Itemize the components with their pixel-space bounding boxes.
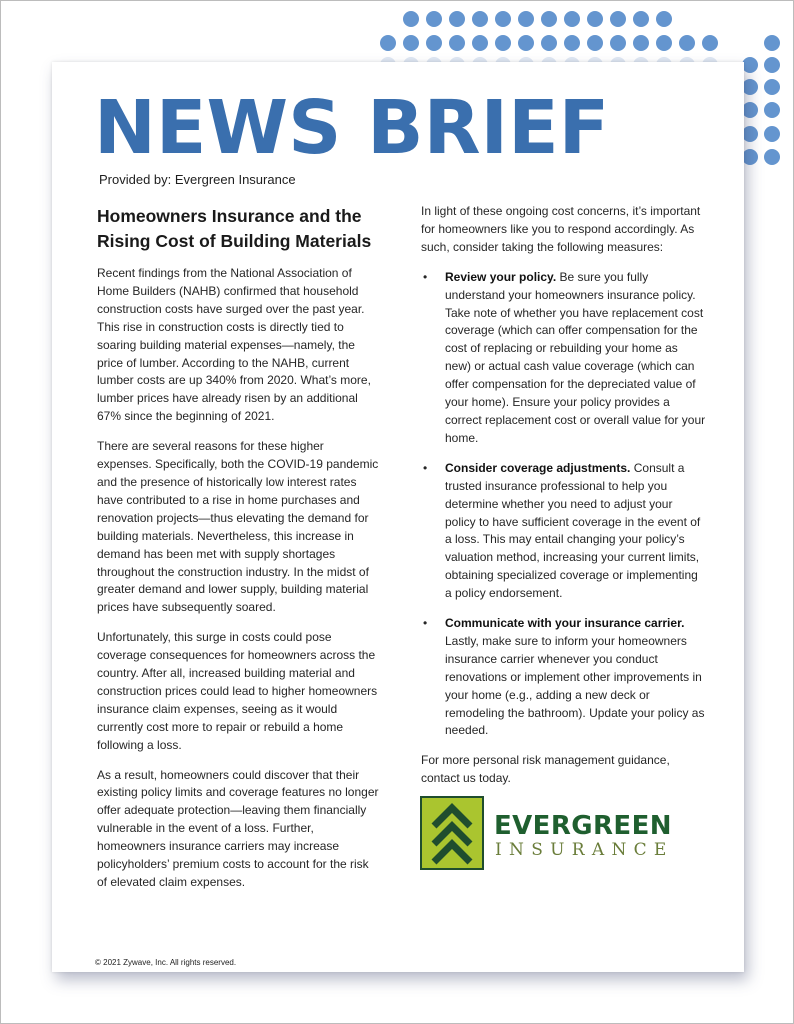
halftone-dot <box>633 35 649 51</box>
paragraph: There are several reasons for these higher expenses. Specifically, both the COVID-19 pandemic and the presence of historically low interest rates have contributed to a rise in home purchases and renovation projects—thus elevating the demand for building materials. Nevertheless, this increase in demand has been met with supply shortages throughout the construction industry. In the midst of greater demand and lower supply, building material prices have subsequently soared. <box>97 439 379 615</box>
halftone-dot <box>764 149 780 165</box>
bullet: • <box>423 616 428 631</box>
halftone-dot <box>656 35 672 51</box>
halftone-dot <box>764 126 780 142</box>
halftone-dot <box>380 35 396 51</box>
halftone-dot <box>610 11 626 27</box>
evergreen-tree-logo-icon <box>420 796 484 870</box>
measure-text: Be sure you fully understand your homeowners insurance policy. Take note of whether you have replacement cost coverage (which can offer compensation for the cost of replacing or rebuilding your home as new) or actual cash value coverage (which can offer compensation for the depreciated value of your home). Ensure your policy provides a correct replacement cost or overall value for your home. <box>445 269 706 445</box>
halftone-dot <box>702 35 718 51</box>
provided-by: Provided by: Evergreen Insurance <box>99 172 296 187</box>
halftone-dot <box>656 11 672 27</box>
halftone-dot <box>764 35 780 51</box>
halftone-dot <box>403 35 419 51</box>
right-column <box>421 203 706 800</box>
halftone-dot <box>610 35 626 51</box>
halftone-dot <box>564 11 580 27</box>
halftone-dot <box>742 102 758 118</box>
halftone-dot <box>449 11 465 27</box>
article-headline: Homeowners Insurance and the Rising Cost of Building Materials <box>97 206 372 251</box>
halftone-dot <box>742 57 758 73</box>
evergreen-logo <box>420 796 700 868</box>
halftone-dot <box>472 35 488 51</box>
halftone-dot <box>587 35 603 51</box>
measure-lead: Review your policy. <box>445 269 557 284</box>
list-item <box>421 615 706 740</box>
halftone-dot <box>495 35 511 51</box>
measures-list <box>421 269 706 741</box>
halftone-dot <box>764 79 780 95</box>
halftone-dot <box>742 79 758 95</box>
halftone-dot <box>403 11 419 27</box>
paragraph: Recent findings from the National Association of Home Builders (NAHB) confirmed that household construction costs have surged over the past year. This rise in construction costs is directly tied to soaring building material expenses—namely, the price of lumber. According to the NAHB, current lumber costs are up 340% from 2020. What’s more, lumber prices have already risen by an additional 67% since the beginning of 2021. <box>97 266 371 424</box>
page-title: NEWS BRIEF <box>94 85 610 171</box>
halftone-dot <box>742 149 758 165</box>
halftone-dot <box>472 11 488 27</box>
list-item <box>421 460 706 603</box>
halftone-dot <box>587 11 603 27</box>
halftone-dot <box>449 35 465 51</box>
logo-wordmark: EVERGREEN <box>494 811 672 841</box>
halftone-dot <box>541 35 557 51</box>
measure-text: Consult a trusted insurance professional to help you determine whether you need to adjust your policy to have sufficient coverage in the event of a loss. This may entail changing your policy’s valuation method, increasing your current limits, obtaining specialized coverage or implementing a policy endorsement. <box>445 460 701 601</box>
halftone-dot <box>541 11 557 27</box>
halftone-dot <box>518 11 534 27</box>
measure-text: Lastly, make sure to inform your homeowners insurance carrier whenever you conduct renovations or implement other improvements in your home (e.g., adding a new deck or remodeling the bathroom). Update your policy as needed. <box>445 633 705 738</box>
halftone-dot <box>564 35 580 51</box>
paragraph: As a result, homeowners could discover that their existing policy limits and coverage features no longer offer adequate protection—leaving them financially vulnerable in the event of a loss. Further, homeowners insurance carriers may increase policyholders’ premium costs to account for the risk of elevated claim expenses. <box>97 767 379 889</box>
halftone-dot <box>633 11 649 27</box>
halftone-dot <box>679 35 695 51</box>
list-item <box>421 269 706 448</box>
bullet: • <box>423 269 428 284</box>
logo-subtitle: INSURANCE <box>495 840 674 860</box>
intro-paragraph: In light of these ongoing cost concerns, it’s important for homeowners like you to respond accordingly. As such, consider taking the following measures: <box>421 204 701 254</box>
halftone-dot <box>518 35 534 51</box>
halftone-dot <box>426 11 442 27</box>
halftone-dot <box>426 35 442 51</box>
halftone-dot <box>742 126 758 142</box>
copyright-footer: © 2021 Zywave, Inc. All rights reserved. <box>95 958 237 967</box>
measure-lead: Communicate with your insurance carrier. <box>445 616 685 631</box>
bullet: • <box>423 460 428 475</box>
measure-lead: Consider coverage adjustments. <box>445 460 631 475</box>
left-column <box>97 204 381 904</box>
paragraph: Unfortunately, this surge in costs could pose coverage consequences for homeowners across the country. After all, increased building material and construction prices could lead to higher homeowners insurance claim expenses, seeing as it would currently cost more to repair or rebuild a home following a loss. <box>97 630 378 752</box>
halftone-dot <box>495 11 511 27</box>
halftone-dot <box>764 57 780 73</box>
closing-paragraph: For more personal risk management guidance, contact us today. <box>421 753 670 786</box>
halftone-dot <box>764 102 780 118</box>
